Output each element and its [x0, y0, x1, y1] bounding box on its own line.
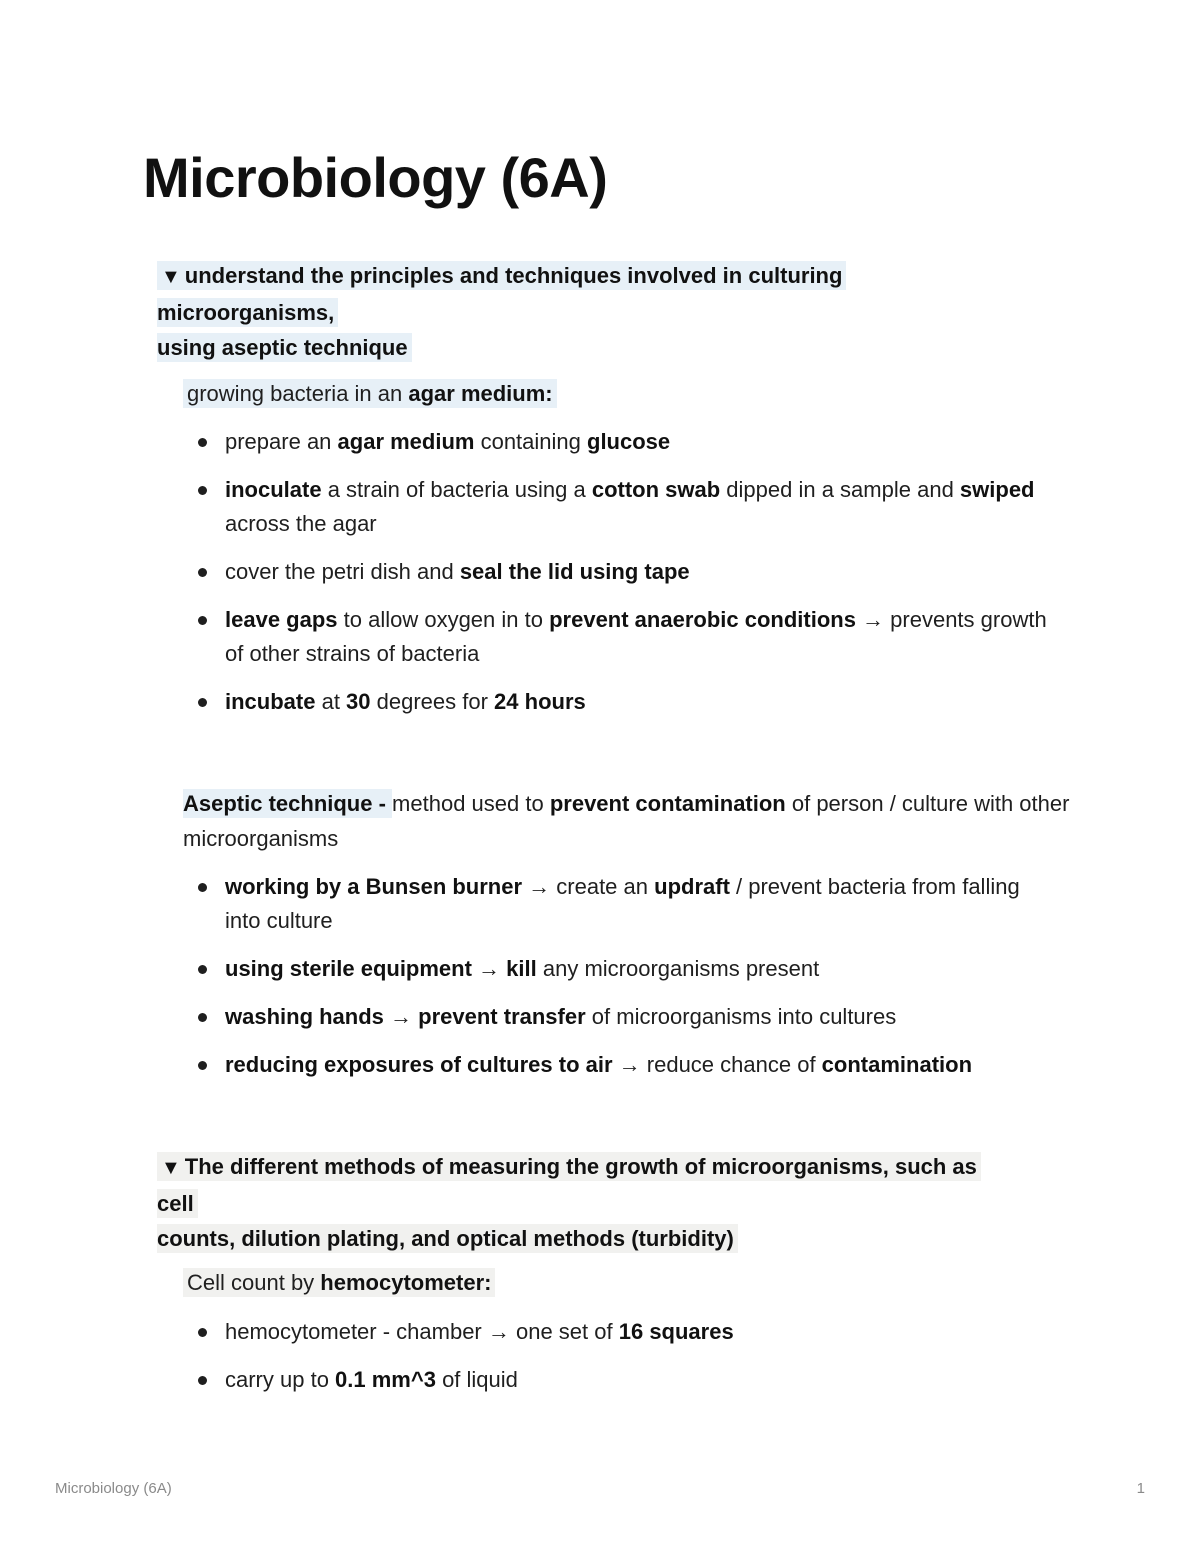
- bold-text: 30: [346, 689, 371, 714]
- text-segment: / prevent bacteria from falling into culture: [225, 874, 1020, 933]
- bullet-list-cell-count: [183, 1315, 1053, 1411]
- bold-text: agar medium: [337, 429, 475, 454]
- text-segment: to allow oxygen in to: [337, 607, 550, 632]
- toggle-heading-growth-measurement[interactable]: [157, 1149, 1057, 1256]
- bold-text: incubate: [225, 689, 316, 714]
- text-segment: of liquid: [435, 1367, 518, 1392]
- text-segment: →: [471, 956, 507, 981]
- page-title: Microbiology (6A): [143, 146, 608, 209]
- text-segment: across the agar: [225, 511, 377, 536]
- bold-text: working by a Bunsen burner: [225, 874, 523, 899]
- toggle-heading-line1: understand the principles and techniques involved in culturing: [184, 263, 843, 288]
- text-segment: prepare an: [225, 429, 338, 454]
- text-segment: dipped in a sample and: [720, 477, 960, 502]
- bold-text: 24 hours: [494, 689, 586, 714]
- toggle-heading-line3: counts, dilution plating, and optical methods (turbidity): [157, 1226, 734, 1251]
- list-item: [183, 473, 1053, 541]
- bold-text: 0.1 mm^3: [335, 1367, 436, 1392]
- paragraph-aseptic-technique: Aseptic technique - method used to prevent contamination of person / culture with other microorganisms: [183, 791, 1070, 851]
- bold-text: kill: [506, 956, 537, 981]
- bold-text: updraft: [654, 874, 730, 899]
- list-item: [183, 425, 1053, 459]
- toggle-heading-line2: cell: [157, 1191, 194, 1216]
- bold-text: prevent transfer: [418, 1004, 586, 1029]
- toggle-triangle-icon[interactable]: ▼: [161, 266, 181, 288]
- text-segment: carry up to: [225, 1367, 336, 1392]
- text-segment: containing: [474, 429, 587, 454]
- subheading-growing-bacteria: growing bacteria in an agar medium:: [183, 376, 1073, 411]
- toggle-heading-line1: The different methods of measuring the growth of microorganisms, such as: [184, 1154, 977, 1179]
- text-segment: any microorganisms present: [536, 956, 820, 981]
- bold-text: 16 squares: [618, 1319, 734, 1344]
- bold-text: glucose: [587, 429, 671, 454]
- text-segment: at: [315, 689, 347, 714]
- toggle-triangle-icon[interactable]: ▼: [161, 1157, 181, 1179]
- bullet-list-aseptic: [183, 870, 1053, 1096]
- bullet-list-growing: [183, 425, 1053, 733]
- text-segment: → reduce chance of: [612, 1052, 822, 1077]
- bold-text: contamination: [821, 1052, 973, 1077]
- bold-text: swiped: [959, 477, 1035, 502]
- bold-text: washing hands: [225, 1004, 384, 1029]
- footer-page-number: 1: [1136, 1480, 1145, 1497]
- text-segment: a strain of bacteria using a: [321, 477, 592, 502]
- toggle-heading-line3: using aseptic technique: [157, 335, 408, 360]
- text-segment: cover the petri dish and: [225, 559, 460, 584]
- list-item: [183, 603, 1053, 671]
- list-item: [183, 952, 1053, 986]
- toggle-heading-line2: microorganisms,: [157, 300, 335, 325]
- toggle-heading-culturing[interactable]: [157, 258, 1057, 365]
- bold-text: reducing exposures of cultures to air: [225, 1052, 613, 1077]
- bold-text: prevent anaerobic conditions: [549, 607, 856, 632]
- bold-text: cotton swab: [591, 477, 721, 502]
- bold-text: leave gaps: [225, 607, 338, 632]
- list-item: [183, 555, 1053, 589]
- list-item: [183, 1000, 1053, 1034]
- text-segment: of microorganisms into cultures: [585, 1004, 897, 1029]
- list-item: [183, 870, 1053, 938]
- text-segment: →: [383, 1004, 419, 1029]
- list-item: [183, 1048, 1053, 1082]
- bold-text: inoculate: [225, 477, 322, 502]
- list-item: [183, 1315, 1053, 1349]
- list-item: [183, 685, 1053, 719]
- list-item: [183, 1363, 1053, 1397]
- text-segment: degrees for: [370, 689, 495, 714]
- bold-text: using sterile equipment: [225, 956, 472, 981]
- text-segment: hemocytometer - chamber → one set of: [225, 1319, 619, 1344]
- bold-text: seal the lid using tape: [459, 559, 690, 584]
- subheading-cell-count: Cell count by hemocytometer:: [183, 1265, 1073, 1300]
- text-segment: → create an: [522, 874, 655, 899]
- text-segment: → prevents growth of other strains of bacteria: [225, 607, 1047, 666]
- footer-doc-title: Microbiology (6A): [55, 1480, 172, 1497]
